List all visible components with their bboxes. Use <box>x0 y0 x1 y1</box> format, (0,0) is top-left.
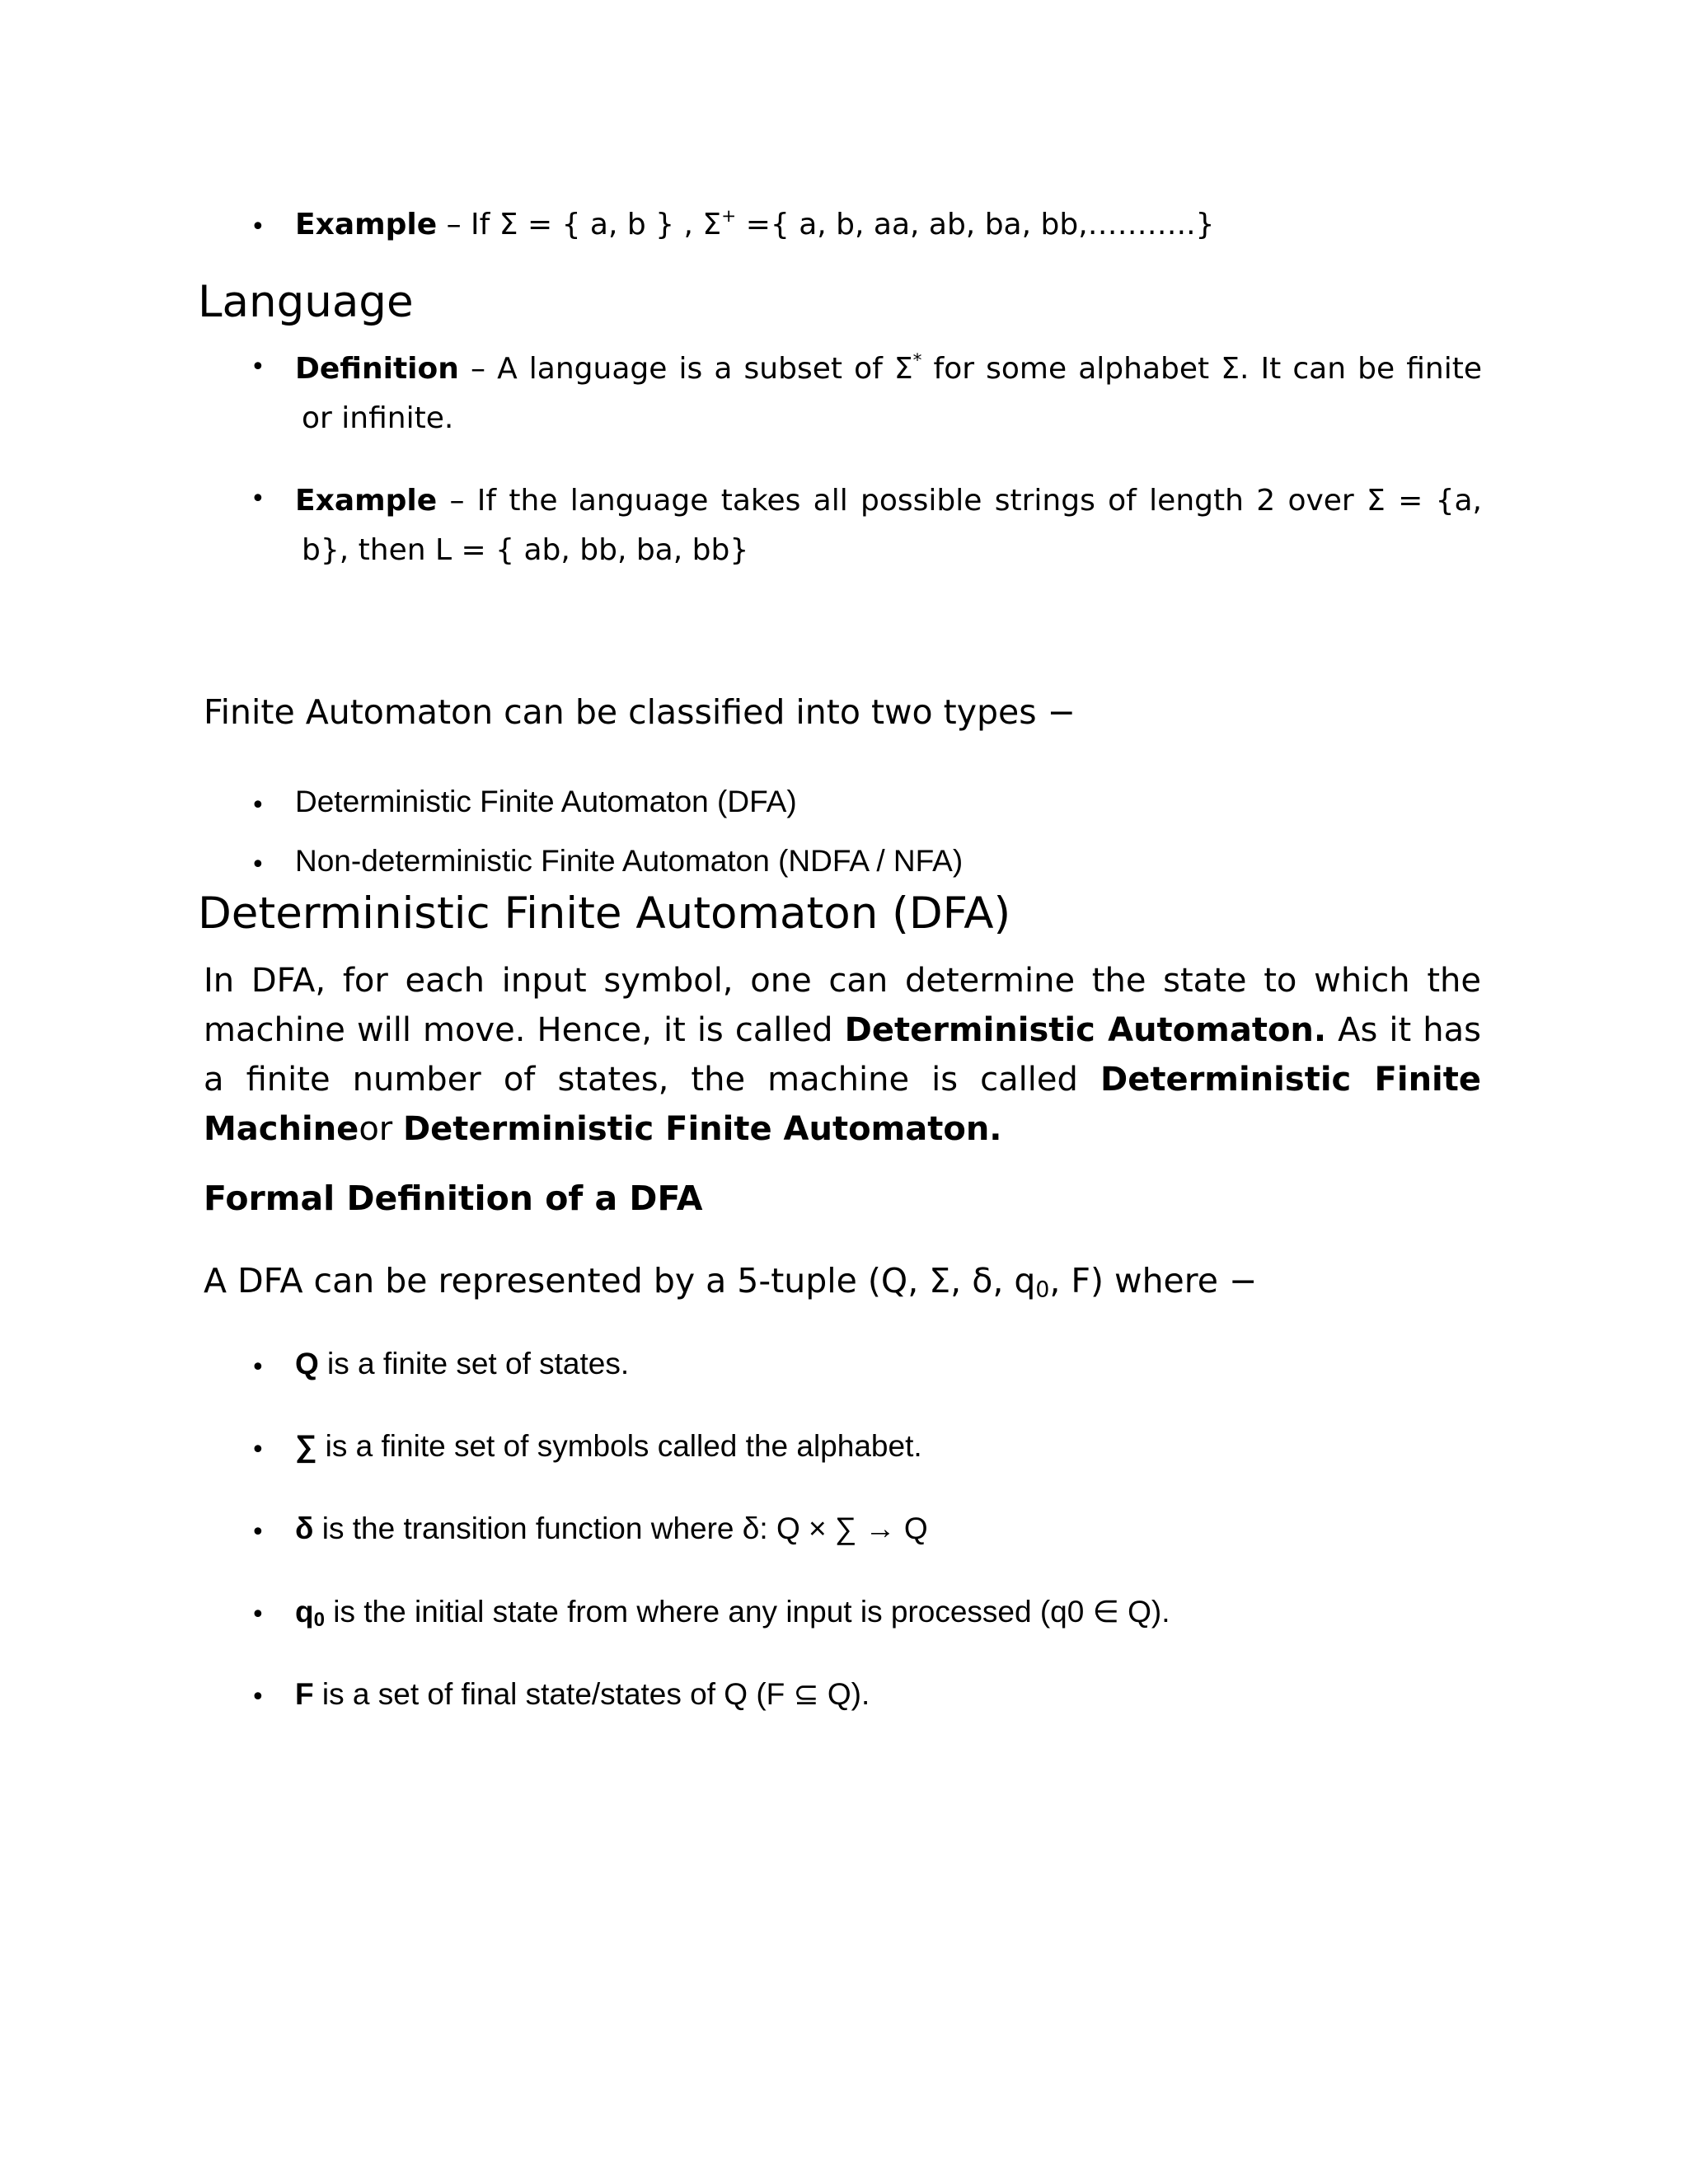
def-text: is a finite set of symbols called the alphabet. <box>316 1429 922 1463</box>
term: F <box>295 1677 314 1711</box>
tuple-text-rest: , F) where − <box>1049 1261 1258 1301</box>
example-text-rest: ={ a, b, aa, ab, ba, bb,………..} <box>736 208 1215 241</box>
subscript: 0 <box>1035 1277 1050 1303</box>
dfa-paragraph-line-1: In DFA, for each input symbol, one can determine the state to which the <box>204 962 1481 1000</box>
classification-item-nfa: Non-deterministic Finite Automaton (NDFA / NFA) <box>295 844 964 878</box>
def-item-sigma <box>295 1429 922 1464</box>
bold-term: Machine <box>204 1110 359 1148</box>
formal-definition-heading: Formal Definition of a DFA <box>204 1179 703 1218</box>
def-item-q <box>295 1347 629 1381</box>
dfa-paragraph-line-2 <box>204 1005 1481 1055</box>
def-text: is a finite set of states. <box>318 1347 630 1380</box>
text-span: or <box>359 1110 403 1148</box>
bullet-icon: • <box>251 213 265 241</box>
def-item-q0 <box>295 1594 1170 1629</box>
definition-text-rest: for some alphabet Σ. It can be finite <box>921 352 1482 386</box>
bullet-icon: • <box>251 1683 265 1712</box>
dfa-paragraph-line-3 <box>204 1055 1481 1104</box>
classification-intro: Finite Automaton can be classified into two types − <box>204 692 1076 732</box>
bullet-icon: • <box>251 1518 265 1547</box>
superscript: * <box>912 349 922 371</box>
def-item-delta <box>295 1511 928 1546</box>
example-text: – If the language takes all possible strings of length 2 over Σ = {a, <box>437 484 1482 518</box>
term: Q <box>295 1347 319 1380</box>
bold-term: Deterministic Finite Automaton. <box>402 1110 1002 1148</box>
dfa-heading: Deterministic Finite Automaton (DFA) <box>198 888 1011 939</box>
bullet-icon: • <box>251 353 265 382</box>
text-span: a finite number of states, the machine is called <box>204 1061 1100 1099</box>
example-line-2: b}, then L = { ab, bb, ba, bb} <box>302 533 749 567</box>
example-text: – If Σ = { a, b } , Σ <box>437 208 722 241</box>
dfa-paragraph-line-4 <box>204 1104 1481 1154</box>
dfa-paragraph <box>204 956 1481 1154</box>
text-span: machine will move. Hence, it is called <box>204 1011 845 1049</box>
definition-label: Definition <box>295 352 459 386</box>
definition-line-2: or infinite. <box>302 401 454 435</box>
language-example-item <box>295 476 1482 575</box>
bullet-icon: • <box>251 485 265 513</box>
example-label: Example <box>295 208 438 241</box>
example-label: Example <box>295 484 438 518</box>
example-line <box>295 205 1215 241</box>
bullet-icon: • <box>251 1601 265 1629</box>
def-text: is the initial state from where any input is processed (q0 ∈ Q). <box>324 1595 1170 1629</box>
superscript: + <box>721 205 737 227</box>
bullet-icon: • <box>251 1436 265 1465</box>
definition-item <box>295 344 1482 443</box>
subscript: 0 <box>313 1608 325 1631</box>
classification-item-dfa: Deterministic Finite Automaton (DFA) <box>295 785 797 818</box>
language-heading: Language <box>198 277 414 327</box>
bold-term: Deterministic Finite <box>1100 1061 1482 1099</box>
term: q <box>295 1595 314 1629</box>
bullet-icon: • <box>251 1353 265 1382</box>
def-text: is the transition function where δ: Q × ∑ → Q <box>313 1511 928 1545</box>
def-item-f <box>295 1676 870 1712</box>
term: δ <box>295 1511 314 1545</box>
bold-term: Deterministic Automaton. <box>844 1011 1327 1049</box>
bullet-icon: • <box>251 851 265 879</box>
tuple-line <box>204 1261 1257 1301</box>
tuple-text: A DFA can be represented by a 5-tuple (Q, Σ, δ, q <box>204 1261 1036 1301</box>
definition-text: – A language is a subset of Σ <box>458 352 913 386</box>
text-span: As it has <box>1326 1011 1481 1049</box>
term: ∑ <box>295 1429 317 1463</box>
bullet-icon: • <box>251 791 265 820</box>
def-text: is a set of final state/states of Q (F ⊆ Q). <box>313 1677 870 1711</box>
